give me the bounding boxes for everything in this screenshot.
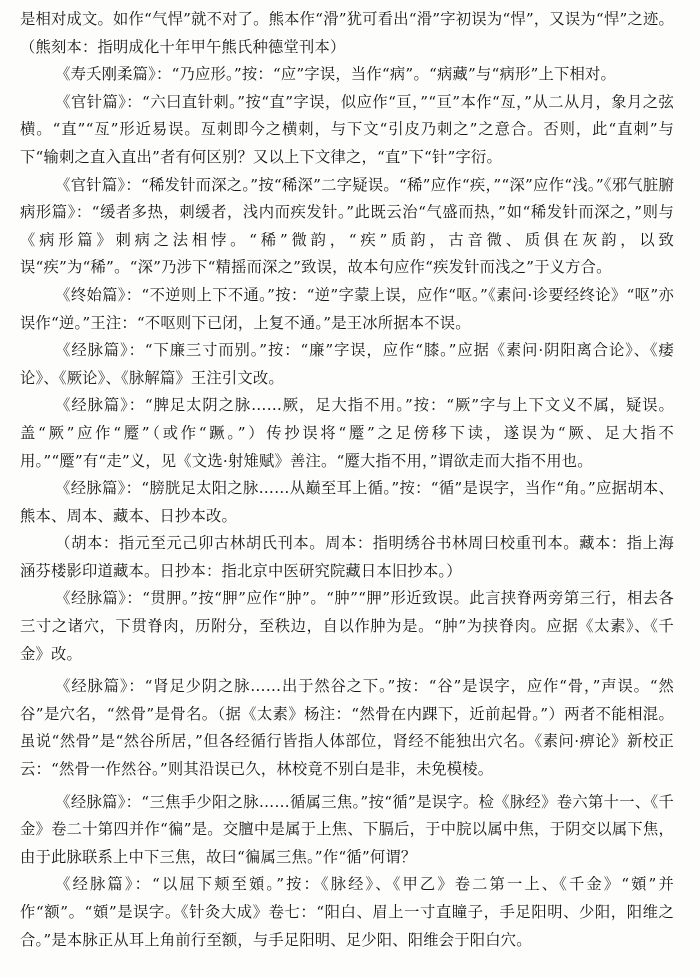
paragraph-jingmai-ejia: 《经脉篇》：“以屈下颊至頞。”按：《脉经》、《甲乙》卷二第一上、《千金》“頞”并作“额”。“頞”是误字。《针灸大成》卷七：“阳白、眉上一寸直瞳子，手足阳明、少阳，阳维之合。”是本脉正从耳上角前行至额，与手足阳明、足少阳、阳维会于阳白穴。: [20, 875, 674, 949]
paragraph-shouyao-gangrou: 《寿夭刚柔篇》：“乃应形。”按：“应”字误，当作“病”。“病藏”与“病形”上下相对。: [55, 65, 616, 84]
paragraph-jingmai-guanjia: 《经脉篇》：“贯胛。”按“胛”应作“肿”。“肿”“胛”形近致误。此言挟脊两旁第三行，相去各三寸之诸穴，下贯脊肉，历附分，至秩边，自以作肿为是。“肿”为挟脊肉。应据《太素》、《千金》改。: [20, 589, 674, 663]
paragraph-continuation: 是相对成文。如作“气悍”就不对了。熊本作“滑”犹可看出“滑”字初误为“悍”，又误为“悍”之迹。（熊刻本：指明成化十年甲午熊氏种德堂刊本）: [20, 10, 674, 56]
paragraph-jingmai-xialian: 《经脉篇》：“下廉三寸而别。”按：“廉”字误，应作“膝。”应据《素问·阴阳离合论》、《痿论》、《厥论》、《脉解篇》王注引文改。: [20, 341, 674, 387]
paragraph-jingmai-pangguang: 《经脉篇》：“膀胱足太阳之脉……从巅至耳上循。”按：“循”是误字，当作“角。”应据胡本、熊本、周本、藏本、日抄本改。: [20, 479, 674, 525]
paragraph-edition-notes: （胡本：指元至元己卯古林胡氏刊本。周本：指明绣谷书林周曰校重刊本。藏本：指上海涵芬楼影印道藏本。日抄本：指北京中医研究院藏日本旧抄本。）: [20, 534, 674, 580]
paragraph-jingmai-shen: 《经脉篇》：“肾足少阴之脉……出于然谷之下。”按：“谷”是误字，应作“骨，”声误。“然谷”是穴名，“然骨”是骨名。（据《太素》杨注：“然骨在内踝下，近前起骨。”）两者不能相混。虽说“然骨”是“然谷所居，”但各经循行皆指人体部位，肾经不能独出穴名。《素问·痹论》新校正云：“然骨一作然谷。”则其沿误已久，林校竟不别白是非，未免模棱。: [20, 677, 674, 779]
paragraph-jingmai-pi: 《经脉篇》：“脾足太阴之脉……厥，足大指不用。”按：“厥”字与上下文义不属，疑误。盖“厥”应作“蹷”（或作“蹶。”）传抄误将“蹷”之足傍移下读，遂误为“厥、足大指不用。”“蹷”有“走”义，见《文选·射雉赋》善注。“蹷大指不用，”谓欲走而大指不用也。: [20, 396, 674, 470]
paragraph-zhongshi: 《终始篇》：“不逆则上下不通。”按：“逆”字蒙上误，应作“呕。”《素问·诊要经终论》“呕”亦误作“逆。”王注：“不呕则下已闭，上复不通。”是王冰所据本不误。: [20, 285, 674, 332]
paragraph-guanzhen-xifa: 《官针篇》：“稀发针而深之。”按“稀深”二字疑误。“稀”应作“疾，”“深”应作“浅。”《邪气脏腑病形篇》：“缓者多热，刺缓者，浅内而疾发针。”此既云治“气盛而热，”如“稀发针而深之，”则与《病形篇》刺病之法相悖。“稀”微韵，“疾”质韵，古音微、质俱在灰韵，以致误“疾”为“稀”。“深”乃涉下“精摇而深之”致误，故本句应作“疾发针而浅之”于义方合。: [20, 175, 674, 277]
paragraph-jingmai-sanjiao: 《经脉篇》：“三焦手少阳之脉……循属三焦。”按“循”是误字。检《脉经》卷六第十一、《千金》卷二十第四并作“徧”是。交膻中是属于上焦、下膈后，于中脘以属中焦，于阴交以属下焦，由于此脉联系上中下三焦，故曰“徧属三焦。”作“循”何谓？: [20, 792, 674, 866]
paragraph-guanzhen-zhizhen: 《官针篇》：“六曰直针刺。”按“直”字误，似应作“亘，”“亘”本作“亙，”从二从月，象月之弦横。“直”“亙”形近易误。亙刺即今之横刺，与下文“引皮乃刺之”之意合。否则，此“直刺”与下“输刺之直入直出”者有何区别？又以上下文律之，“直”下“针”字衍。: [20, 92, 674, 166]
